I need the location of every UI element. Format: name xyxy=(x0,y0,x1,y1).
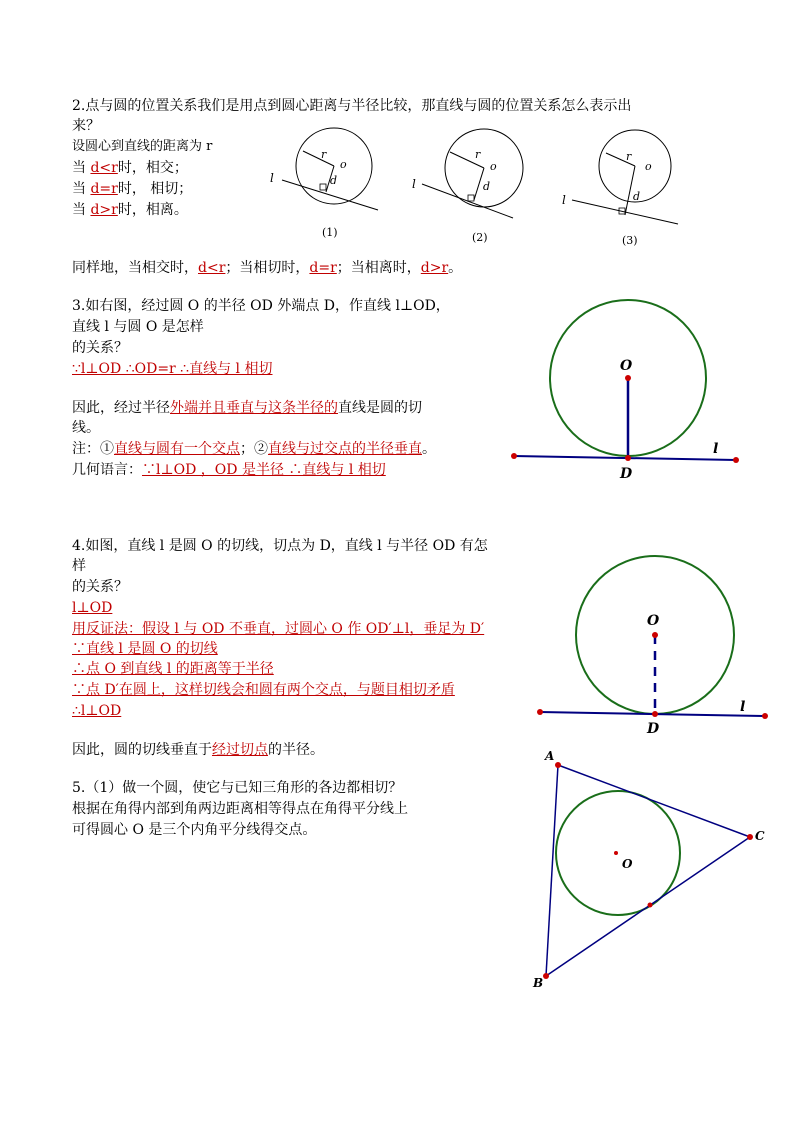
q2-case-separate: 当 d>r时，相离。 xyxy=(72,202,188,218)
q3-label-d: D xyxy=(620,466,633,482)
q4-answer-1: l⊥OD xyxy=(72,600,113,616)
q5-point-a xyxy=(555,762,561,768)
q2-fig3-d-label: d xyxy=(633,190,641,203)
q4-point-d xyxy=(652,711,658,717)
q5-side-ac xyxy=(558,765,750,837)
q3-note-point1: 直线与圆有一个交点 xyxy=(114,441,240,457)
q2-summary-intersect: d<r xyxy=(198,260,226,276)
q2-fig1-l-label: l xyxy=(270,171,274,185)
q2-setup: 设圆心到直线的距离为 r xyxy=(72,139,213,154)
q4-figure xyxy=(530,555,780,745)
q4-answer-2: 用反证法：假设 l 与 OD 不垂直，过圆心 O 作 OD′⊥l，垂足为 D′ xyxy=(72,621,485,637)
q2-summary-tangent: d=r xyxy=(309,260,337,276)
q2-case-tangent: 当 d=r时， 相切； xyxy=(72,181,193,197)
q2-figure-3 xyxy=(562,130,678,247)
q4-answer-5: ∵点 D′在圆上，这样切线会和圆有两个交点，与题目相切矛盾 xyxy=(72,682,455,698)
q5-tangent-point xyxy=(648,903,653,908)
q4-conclusion-key: 经过切点 xyxy=(212,742,268,758)
q5-label-c: C xyxy=(755,829,765,843)
q5-point-b xyxy=(543,973,549,979)
q2-figure-2 xyxy=(412,129,523,244)
q3-line3: 的关系？ xyxy=(72,340,128,356)
q2-fig1-o-label: o xyxy=(340,158,347,171)
q3-geometric-language: 几何语言：∵l⊥OD ，OD 是半径 ∴直线与 l 相切 xyxy=(72,462,386,478)
q5-label-b: B xyxy=(533,976,544,990)
q2-fig3-l-label: l xyxy=(562,193,566,207)
q2-case-intersect-cond: d<r xyxy=(90,160,118,176)
q3-conclusion-line2: 线。 xyxy=(72,420,100,436)
q2-title-line1: 2.点与圆的位置关系我们是用点到圆心距离与半径比较，那直线与圆的位置关系怎么表示出 xyxy=(72,98,632,114)
q3-figure xyxy=(500,290,760,490)
q2-fig2-caption: (2) xyxy=(472,231,488,244)
q3-line1: 3.如右图，经过圆 O 的半径 OD 外端点 D，作直线 l⊥OD， xyxy=(72,298,450,314)
q2-case-intersect: 当 d<r时，相交； xyxy=(72,160,188,176)
q2-fig3-caption: (3) xyxy=(622,234,638,247)
q4-answer-4: ∴点 O 到直线 l 的距离等于半径 xyxy=(72,661,274,677)
q4-answer-6: ∴l⊥OD xyxy=(72,703,122,719)
q2-fig1-r-label: r xyxy=(321,148,327,161)
q5-line2: 根据在角得内部到角两边距离相等得点在角得平分线上 xyxy=(72,801,408,817)
q4-answer-3: ∵直线 l 是圆 O 的切线 xyxy=(72,641,218,657)
q2-summary: 同样地，当相交时，d<r；当相切时，d=r；当相离时，d>r。 xyxy=(72,260,463,276)
q2-summary-separate: d>r xyxy=(420,260,449,276)
q3-line2: 直线 l 与圆 O 是怎样 xyxy=(72,319,204,335)
q2-fig2-o-label: o xyxy=(490,160,497,173)
q3-note-point2: 直线与过交点的半径垂直 xyxy=(268,441,422,457)
q5-side-ba xyxy=(546,765,558,976)
q5-point-o xyxy=(614,851,618,855)
q5-label-a: A xyxy=(545,749,555,763)
q4-label-o: O xyxy=(647,613,660,629)
q2-fig3-r-label: r xyxy=(626,150,632,163)
q2-fig1-d-label: d xyxy=(330,174,338,187)
q4-label-l: l xyxy=(740,699,746,715)
q3-note: 注：①直线与圆有一个交点；②直线与过交点的半径垂直。 xyxy=(72,441,436,457)
q2-fig3-o-label: o xyxy=(645,160,652,173)
q5-figure xyxy=(525,745,775,995)
q5-label-o: O xyxy=(622,857,633,871)
q4-line1: 4.如图，直线 l 是圆 O 的切线，切点为 D，直线 l 与半径 OD 有怎 xyxy=(72,538,488,554)
q3-point-o xyxy=(625,375,631,381)
q4-point-o xyxy=(652,632,658,638)
q4-line3: 的关系？ xyxy=(72,579,128,595)
q3-answer: ∵l⊥OD ∴OD=r ∴直线与 l 相切 xyxy=(72,361,273,377)
q2-case-separate-cond: d>r xyxy=(90,202,118,218)
q3-point-d xyxy=(625,455,631,461)
q3-conclusion-key: 外端并且垂直与这条半径的 xyxy=(170,400,338,416)
q3-conclusion: 因此，经过半径外端并且垂直与这条半径的直线是圆的切 xyxy=(72,400,422,416)
q2-fig2-d-label: d xyxy=(483,180,491,193)
q4-conclusion: 因此，圆的切线垂直于经过切点的半径。 xyxy=(72,742,324,758)
q2-fig2-l-label: l xyxy=(412,177,416,191)
q4-line2: 样 xyxy=(72,558,86,574)
q5-line3: 可得圆心 O 是三个内角平分线得交点。 xyxy=(72,822,317,838)
q2-fig2-r-label: r xyxy=(475,148,481,161)
q2-figures xyxy=(260,120,730,255)
q5-line1: 5.（1）做一个圆，使它与已知三角形的各边都相切？ xyxy=(72,780,403,796)
q2-case-tangent-cond: d=r xyxy=(90,181,118,197)
q5-point-c xyxy=(747,834,753,840)
q3-geometric-statement: ∵l⊥OD ，OD 是半径 ∴直线与 l 相切 xyxy=(142,462,386,478)
q2-fig1-caption: (1) xyxy=(322,226,338,239)
q3-label-o: O xyxy=(620,358,633,374)
q2-figure-1 xyxy=(270,128,378,239)
q3-label-l: l xyxy=(713,441,719,457)
q4-label-d: D xyxy=(647,721,660,737)
q2-title-line2: 来？ xyxy=(72,118,100,134)
